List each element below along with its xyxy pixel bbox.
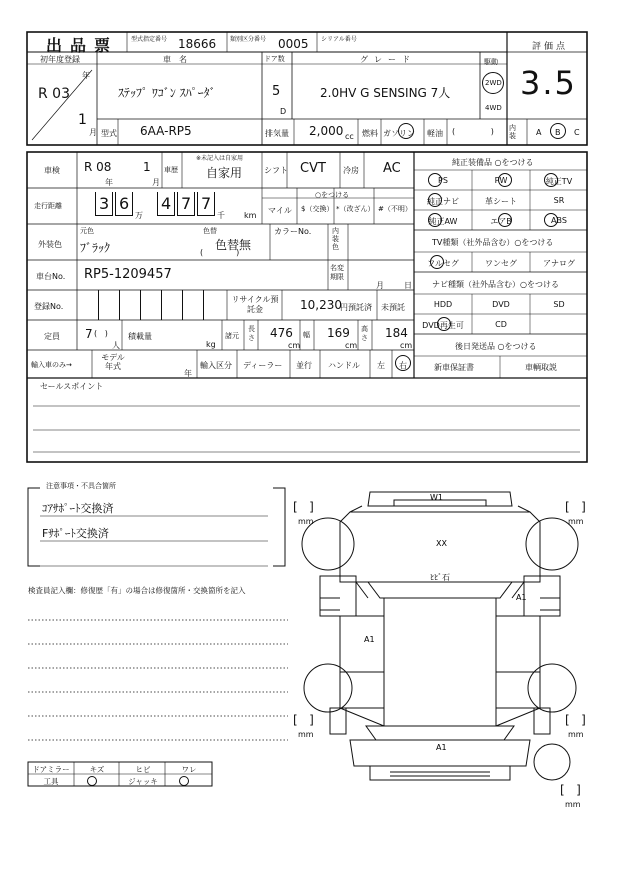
equipment-item: 純正ナビ bbox=[427, 197, 459, 206]
navi-item: DVD再生可 bbox=[422, 321, 464, 330]
mileage-boxes bbox=[87, 192, 262, 222]
length-label: 長さ bbox=[248, 325, 255, 342]
recycle-value: 10,230 bbox=[300, 298, 342, 312]
mm-front-right: mm bbox=[568, 517, 584, 526]
height-label: 高さ bbox=[361, 325, 368, 342]
notes-label: 注意事項・不具合箇所 bbox=[46, 482, 116, 490]
recycle-label: リサイクル預託金 bbox=[231, 295, 279, 314]
car-name-value: ｽﾃｯﾌﾟ ﾜｺﾞﾝ ｽﾊﾟｰﾀﾞ bbox=[118, 86, 216, 100]
length-value: 476 bbox=[270, 326, 293, 340]
reg-no-divider bbox=[161, 290, 162, 320]
mileage-man-unit: 万 bbox=[135, 211, 143, 220]
fuel-circle bbox=[398, 123, 414, 139]
mileage-digit: 4 bbox=[161, 194, 172, 213]
interior-grade-c: C bbox=[574, 128, 580, 137]
navi-grid bbox=[414, 294, 587, 334]
mileage-km-unit: km bbox=[244, 211, 257, 220]
damage-mark-a1-left: A1 bbox=[364, 635, 375, 644]
model-year-unit: 年 bbox=[184, 369, 192, 378]
model-designation-value: 18666 bbox=[178, 37, 217, 51]
mileage-digit: 7 bbox=[181, 194, 192, 213]
handle-left: 左 bbox=[377, 361, 385, 370]
chassis-value: RP5-1209457 bbox=[84, 267, 172, 282]
ac-label: 冷房 bbox=[343, 166, 359, 175]
tv-item: フルセグ bbox=[427, 259, 459, 268]
car-diagram bbox=[290, 472, 610, 822]
length-unit: cm bbox=[288, 341, 301, 350]
equipment-item: PS bbox=[438, 176, 448, 185]
dims-label: 諸元 bbox=[225, 332, 239, 340]
sales-point-label: セールスポイント bbox=[40, 382, 104, 391]
type-code: 6AA-RP5 bbox=[140, 124, 192, 138]
legend-circle bbox=[179, 776, 189, 786]
handle-right: 右 bbox=[399, 361, 407, 370]
displacement-label: 排気量 bbox=[265, 129, 289, 138]
year-unit: 年 bbox=[82, 71, 90, 80]
month-unit: 月 bbox=[89, 128, 97, 137]
import-parallel: 並行 bbox=[296, 361, 312, 370]
color-change-value: 色替無 bbox=[215, 238, 252, 252]
handle-label: ハンドル bbox=[328, 361, 360, 370]
equipment-item: 革シート bbox=[485, 197, 517, 206]
payload-unit: kg bbox=[206, 340, 216, 349]
interior-b-circle bbox=[550, 123, 566, 139]
displacement-value: 2,000 bbox=[309, 124, 344, 138]
orig-color-value: ﾌﾞﾗｯｸ bbox=[80, 241, 111, 255]
mm-spare: mm bbox=[565, 800, 581, 809]
tv-grid bbox=[414, 252, 587, 272]
tv-title: TV種類（社外品含む）○をつける bbox=[432, 238, 554, 247]
navi-item: CD bbox=[495, 320, 507, 329]
inspection-year-unit: 年 bbox=[105, 178, 113, 187]
width-label: 幅 bbox=[303, 331, 310, 339]
serial-label: シリアル番号 bbox=[321, 36, 357, 43]
type-label: 型式 bbox=[101, 129, 117, 138]
shift-label: シフト bbox=[264, 166, 288, 175]
legend-item: ジャッキ bbox=[128, 777, 158, 786]
drive-2wd: 2WD bbox=[485, 79, 502, 87]
light-oil-bracket: ( ) bbox=[452, 127, 494, 136]
navi-item: SD bbox=[553, 300, 565, 309]
equipment-title: 純正装備品 ○をつける bbox=[452, 158, 534, 167]
history-value: 自家用 bbox=[206, 166, 243, 180]
category-value: 0005 bbox=[278, 37, 309, 51]
reg-no-divider bbox=[182, 290, 183, 320]
color-change-label: 色替 bbox=[203, 227, 217, 235]
drive-4wd: 4WD bbox=[485, 104, 502, 112]
reg-no-divider bbox=[98, 290, 99, 320]
mm-front-right-bracket: [ ] bbox=[565, 500, 586, 514]
capacity-unit: 人 bbox=[112, 341, 120, 350]
inspection-year: R 08 bbox=[84, 160, 112, 174]
damage-mark-a1-right: A1 bbox=[516, 593, 527, 602]
mm-rear-left-bracket: [ ] bbox=[293, 713, 314, 727]
grade-label: グレード bbox=[360, 55, 416, 64]
interior-label: 内装 bbox=[509, 124, 516, 140]
reg-no-divider bbox=[203, 290, 204, 320]
eval-score: 3.5 bbox=[520, 64, 577, 102]
legend-header: キズ bbox=[89, 765, 105, 774]
interior-grade-a: A bbox=[536, 128, 542, 137]
colorno-label: カラーNo. bbox=[274, 227, 312, 236]
equipment-circle bbox=[428, 213, 442, 227]
model-designation-label: 型式指定番号 bbox=[131, 36, 168, 43]
height-unit: cm bbox=[400, 341, 413, 350]
post-warranty: 新車保証書 bbox=[434, 363, 474, 372]
shift-value: CVT bbox=[300, 161, 326, 176]
capacity-bracket: ( ) bbox=[94, 329, 108, 338]
title-day: 日 bbox=[404, 281, 412, 290]
first-reg-label: 初年度登録 bbox=[40, 55, 80, 64]
interior-color-label: 内装色 bbox=[332, 227, 339, 251]
tv-item: アナログ bbox=[543, 259, 575, 268]
reg-no-boxes bbox=[77, 290, 227, 320]
mile-label: マイル bbox=[268, 206, 292, 215]
tamper-label: *（改ざん） bbox=[336, 205, 375, 213]
form-title: 出品票 bbox=[46, 36, 119, 55]
equipment-item: エアB bbox=[490, 217, 512, 226]
legend-table bbox=[28, 762, 212, 786]
mileage-sen-unit: 千 bbox=[217, 211, 225, 220]
inspection-month-unit: 月 bbox=[152, 178, 160, 187]
navi-item: DVD bbox=[492, 300, 510, 309]
height-value: 184 bbox=[385, 326, 408, 340]
recycle-unit: 円 bbox=[340, 303, 348, 312]
mm-front-left-bracket: [ ] bbox=[293, 500, 314, 514]
damage-mark-stone: ﾋﾋﾞ石 bbox=[430, 573, 450, 582]
payload-label: 積載量 bbox=[128, 332, 152, 341]
notes-line-2: Fｻﾎﾟｰﾄ交換済 bbox=[42, 527, 109, 540]
title-label: 名変期限 bbox=[330, 264, 344, 281]
mileage-digit: 6 bbox=[119, 194, 130, 213]
legend-header: ヒビ bbox=[135, 765, 151, 774]
door-type: D bbox=[280, 107, 287, 116]
fuel-value: ガソリン bbox=[383, 129, 415, 138]
mileage-label: 走行距離 bbox=[34, 202, 62, 210]
capacity-value: 7 bbox=[85, 327, 93, 341]
exterior-label: 外装色 bbox=[38, 240, 62, 249]
reg-no-label: 登録No. bbox=[34, 302, 64, 311]
damage-mark-a1-rear: A1 bbox=[436, 743, 447, 752]
drive-label: 駆動 bbox=[484, 58, 498, 66]
import-label: 輸入車のみ→ bbox=[31, 361, 72, 369]
equipment-circle bbox=[544, 173, 558, 187]
history-note: ※未記入は自家用 bbox=[196, 155, 244, 162]
mm-spare-bracket: [ ] bbox=[560, 783, 581, 797]
doors-label: ドア数 bbox=[264, 55, 285, 63]
title-month: 月 bbox=[376, 281, 384, 290]
car-name-label: 車 名 bbox=[163, 55, 187, 64]
doors-value: 5 bbox=[272, 84, 281, 99]
category-label: 類別区分番号 bbox=[230, 36, 267, 43]
equipment-item: 純正TV bbox=[545, 177, 573, 186]
mm-rear-right: mm bbox=[568, 730, 584, 739]
model-year-label: モデル年式 bbox=[101, 353, 125, 371]
interior-grade-b: B bbox=[555, 128, 561, 137]
mm-front-left: mm bbox=[298, 517, 314, 526]
first-reg-year: R 03 bbox=[38, 86, 70, 102]
width-value: 169 bbox=[327, 326, 350, 340]
damage-mark-w1: W1 bbox=[430, 493, 443, 502]
inspection-label: 車検 bbox=[44, 166, 60, 175]
legend-circle bbox=[87, 776, 97, 786]
color-bracket: ( ) bbox=[200, 248, 240, 257]
equipment-grid bbox=[414, 170, 587, 230]
reg-no-divider bbox=[140, 290, 141, 320]
import-type-label: 輸入区分 bbox=[200, 361, 232, 370]
mileage-digit: 3 bbox=[99, 194, 110, 213]
equipment-item: ABS bbox=[551, 216, 567, 225]
history-label: 車歴 bbox=[164, 166, 178, 174]
circle-note: ○をつける bbox=[315, 191, 350, 199]
mm-rear-right-bracket: [ ] bbox=[565, 713, 586, 727]
chassis-label: 車台No. bbox=[36, 272, 66, 281]
width-unit: cm bbox=[345, 341, 358, 350]
equipment-circle bbox=[498, 213, 512, 227]
inspector-label: 検査員記入欄：修復歴「有」の場合は修復箇所・交換箇所を記入 bbox=[28, 586, 246, 595]
equipment-item: 純正AW bbox=[428, 217, 458, 226]
equipment-circle bbox=[428, 173, 442, 187]
orig-color-label: 元色 bbox=[80, 227, 94, 235]
equipment-circle bbox=[428, 193, 442, 207]
equipment-item: SR bbox=[553, 196, 565, 205]
damage-mark-xx: XX bbox=[436, 539, 447, 548]
unknown-label: #（不明） bbox=[378, 205, 412, 213]
post-title: 後日発送品 ○をつける bbox=[455, 342, 537, 351]
navi-item: HDD bbox=[433, 300, 453, 309]
inspection-month: 1 bbox=[143, 160, 151, 174]
fuel-label: 燃料 bbox=[362, 129, 378, 138]
first-reg-month: 1 bbox=[78, 112, 87, 128]
ac-value: AC bbox=[383, 161, 401, 176]
equipment-circle bbox=[498, 173, 512, 187]
reg-no-divider bbox=[119, 290, 120, 320]
grade-value: 2.0HV G SENSING 7人 bbox=[320, 86, 451, 100]
notes-line-1: ｺｱｻﾎﾟｰﾄ交換済 bbox=[42, 502, 114, 515]
light-oil-label: 軽油 bbox=[427, 129, 443, 138]
handle-right-circle bbox=[395, 355, 411, 371]
recycle-unpaid: 未預託 bbox=[381, 303, 405, 312]
equipment-circle bbox=[544, 213, 558, 227]
navi-circle bbox=[437, 317, 451, 331]
eval-label: 評価点 bbox=[532, 42, 569, 52]
equipment-item: PW bbox=[494, 176, 508, 185]
tv-circle bbox=[430, 255, 444, 269]
legend-header: ワレ bbox=[181, 765, 197, 774]
displacement-unit: cc bbox=[345, 132, 354, 141]
mm-rear-left: mm bbox=[298, 730, 314, 739]
navi-title: ナビ種類（社外品含む）○をつける bbox=[432, 280, 559, 289]
legend-header: ドアミラー bbox=[32, 765, 70, 774]
mileage-digit: 7 bbox=[201, 194, 212, 213]
recycle-paid: 預託済 bbox=[348, 303, 372, 312]
post-manual: 車輌取説 bbox=[525, 363, 557, 372]
capacity-label: 定員 bbox=[44, 332, 60, 341]
legend-item: 工具 bbox=[43, 777, 59, 786]
import-dealer: ディーラー bbox=[243, 361, 283, 370]
tv-item: ワンセグ bbox=[485, 259, 517, 268]
exchange-label: $（交換） bbox=[301, 205, 334, 213]
